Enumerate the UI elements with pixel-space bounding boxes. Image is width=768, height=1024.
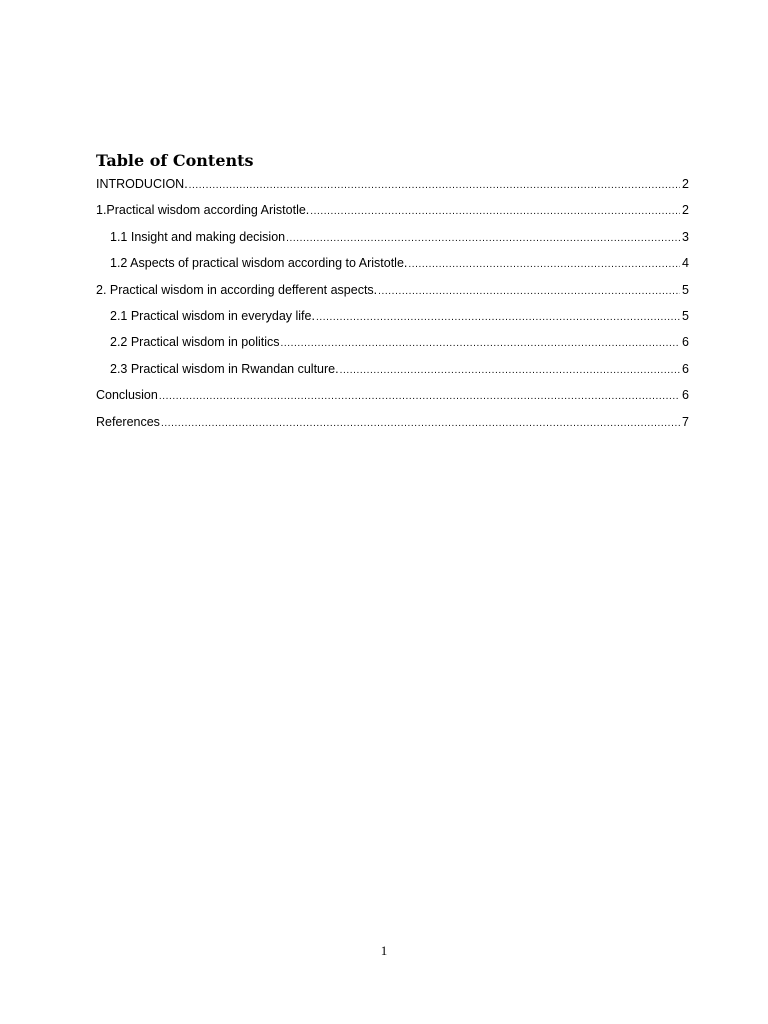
toc-dot-leader bbox=[316, 309, 680, 327]
toc-entry-text: 2.2 Practical wisdom in politics bbox=[110, 335, 280, 350]
toc-entry-page: 2 bbox=[682, 177, 689, 191]
toc-entry-rwandan-culture[interactable] bbox=[96, 360, 689, 386]
toc-entry-everyday-life[interactable] bbox=[96, 307, 689, 333]
toc-dot-leader bbox=[281, 335, 680, 353]
toc-entry-text: References bbox=[96, 414, 160, 429]
toc-dot-leader bbox=[378, 283, 680, 301]
toc-entry-text: 1.Practical wisdom according Aristotle. bbox=[96, 203, 310, 218]
toc-entry-insight-decision[interactable] bbox=[96, 228, 689, 254]
toc-entry-introduction[interactable] bbox=[96, 175, 689, 201]
toc-entry-text: 2.1 Practical wisdom in everyday life. bbox=[110, 308, 315, 323]
toc-entry-text: 2.3 Practical wisdom in Rwandan culture. bbox=[110, 361, 339, 376]
toc-dot-leader bbox=[189, 177, 680, 195]
toc-entry-page: 6 bbox=[682, 388, 689, 403]
toc-entry-text: Conclusion bbox=[96, 388, 158, 403]
toc-entry-page: 6 bbox=[682, 335, 689, 350]
toc-dot-leader bbox=[310, 203, 680, 221]
toc-entry-conclusion[interactable] bbox=[96, 386, 689, 412]
toc-dot-leader bbox=[161, 415, 680, 433]
toc-dot-leader bbox=[408, 256, 680, 274]
toc-entry-text: 2. Practical wisdom in according defferent aspects. bbox=[96, 282, 378, 297]
toc-dot-leader bbox=[340, 362, 680, 380]
toc-entry-page: 6 bbox=[682, 361, 689, 376]
toc-entry-page: 2 bbox=[682, 203, 689, 218]
toc-entry-practical-wisdom-aristotle[interactable] bbox=[96, 201, 689, 227]
toc-entry-page: 5 bbox=[682, 308, 689, 323]
toc-entry-page: 3 bbox=[682, 229, 689, 244]
toc-entry-text: 1.1 Insight and making decision bbox=[110, 229, 286, 244]
toc-heading: Table of Contents bbox=[96, 151, 254, 170]
toc-entry-aspects-practical-wisdom[interactable] bbox=[96, 254, 689, 280]
toc-entry-page: 7 bbox=[682, 414, 689, 429]
page-number: 1 bbox=[380, 943, 388, 958]
toc-entry-politics[interactable] bbox=[96, 333, 689, 359]
toc-entry-page: 5 bbox=[682, 282, 689, 297]
toc-entry-text: INTRODUCION. bbox=[96, 177, 188, 191]
toc-entry-references[interactable] bbox=[96, 413, 689, 439]
toc-dot-leader bbox=[286, 230, 680, 248]
toc-entry-page: 4 bbox=[682, 256, 689, 271]
toc-entry-text: 1.2 Aspects of practical wisdom according to Aristotle. bbox=[110, 256, 408, 271]
toc-entry-different-aspects[interactable] bbox=[96, 281, 689, 307]
toc-dot-leader bbox=[159, 388, 680, 406]
toc-list bbox=[96, 175, 689, 439]
